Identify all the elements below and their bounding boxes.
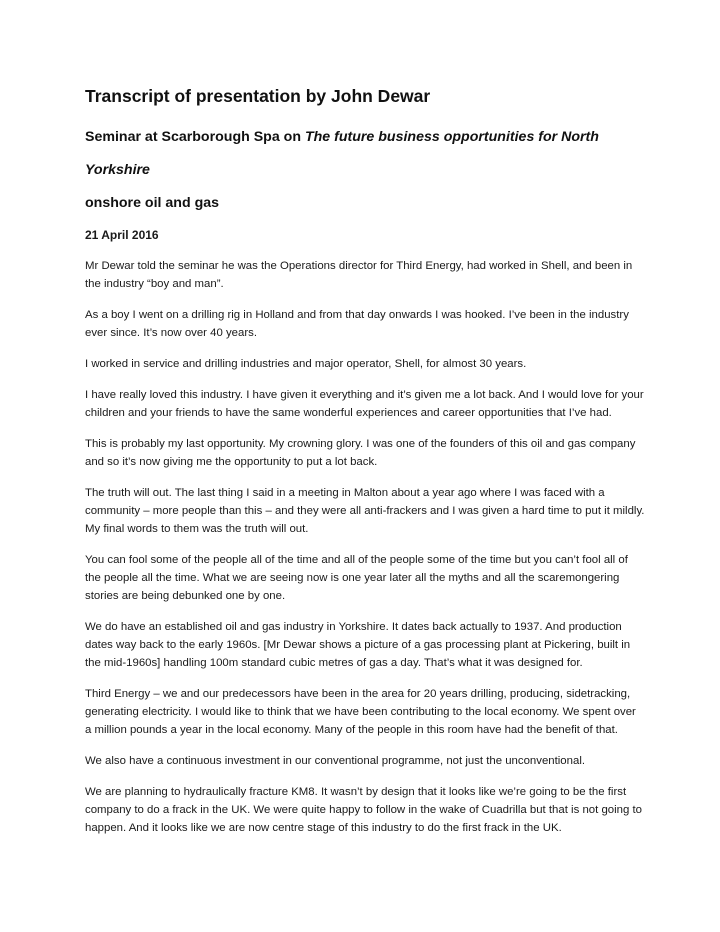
paragraph-5: This is probably my last opportunity. My crowning glory. I was one of the founders of this oil and gas company and so it’s now giving me the opportunity to put a lot back. [85,438,636,468]
paragraph-1: Mr Dewar told the seminar he was the Operations director for Third Energy, had worked in Shell, and been in the industry “boy and man”. [85,260,633,290]
paragraph-7: You can fool some of the people all of the time and all of the people some of the time but you can’t fool all of the people all the time. What we are seeing now is one year later all the myths and all the scaremongering stories are being debunked one by one. [85,554,628,602]
paragraph-4: I have really loved this industry. I have given it everything and it’s given me a lot back. And I would love for your children and your friends to have the same wonderful experiences and career opportunities that I’ve had. [85,389,644,419]
paragraph-2: As a boy I went on a drilling rig in Holland and from that day onwards I was hooked. I’ve been in the industry ever since. It’s now over 40 years. [85,309,629,339]
subtitle-italic: The future business opportunities for North Yorkshire [85,129,599,178]
document-page [85,84,645,837]
document-date: 21 April 2016 [85,228,159,242]
paragraph-11: We are planning to hydraulically fracture KM8. It wasn’t by design that it looks like we’re going to be the first company to do a frack in the UK. We were quite happy to follow in the wake of Cuadrilla but that is not going to happen. And it looks like we are now centre stage of this industry to do the first frack in the UK. [85,786,642,834]
document-title: Transcript of presentation by John Dewar [85,86,431,106]
subtitle-prefix: Seminar at Scarborough Spa on [85,129,305,145]
subtitle-line2: onshore oil and gas [85,195,220,211]
paragraph-8: We do have an established oil and gas industry in Yorkshire. It dates back actually to 1937. And production dates way back to the early 1960s. [Mr Dewar shows a picture of a gas processing plant at Pickering, built in the mid-1960s] handling 100m standard cubic metres of gas a day. That’s what it was designed for. [85,621,631,669]
paragraph-6: The truth will out. The last thing I said in a meeting in Malton about a year ago where I was faced with a community – more people than this – and they were all anti-frackers and I was given a hard time to put it mildly. My final words to them was the truth will out. [85,487,645,535]
paragraph-10: We also have a continuous investment in our conventional programme, not just the unconventional. [85,755,586,767]
paragraph-3: I worked in service and drilling industries and major operator, Shell, for almost 30 years. [85,358,527,370]
document-subtitle [85,121,645,220]
paragraph-9: Third Energy – we and our predecessors have been in the area for 20 years drilling, producing, sidetracking, generating electricity. I would like to think that we have been contributing to the local economy. We spent over a million pounds a year in the local economy. Many of the people in this room have had the benefit of that. [85,688,636,736]
